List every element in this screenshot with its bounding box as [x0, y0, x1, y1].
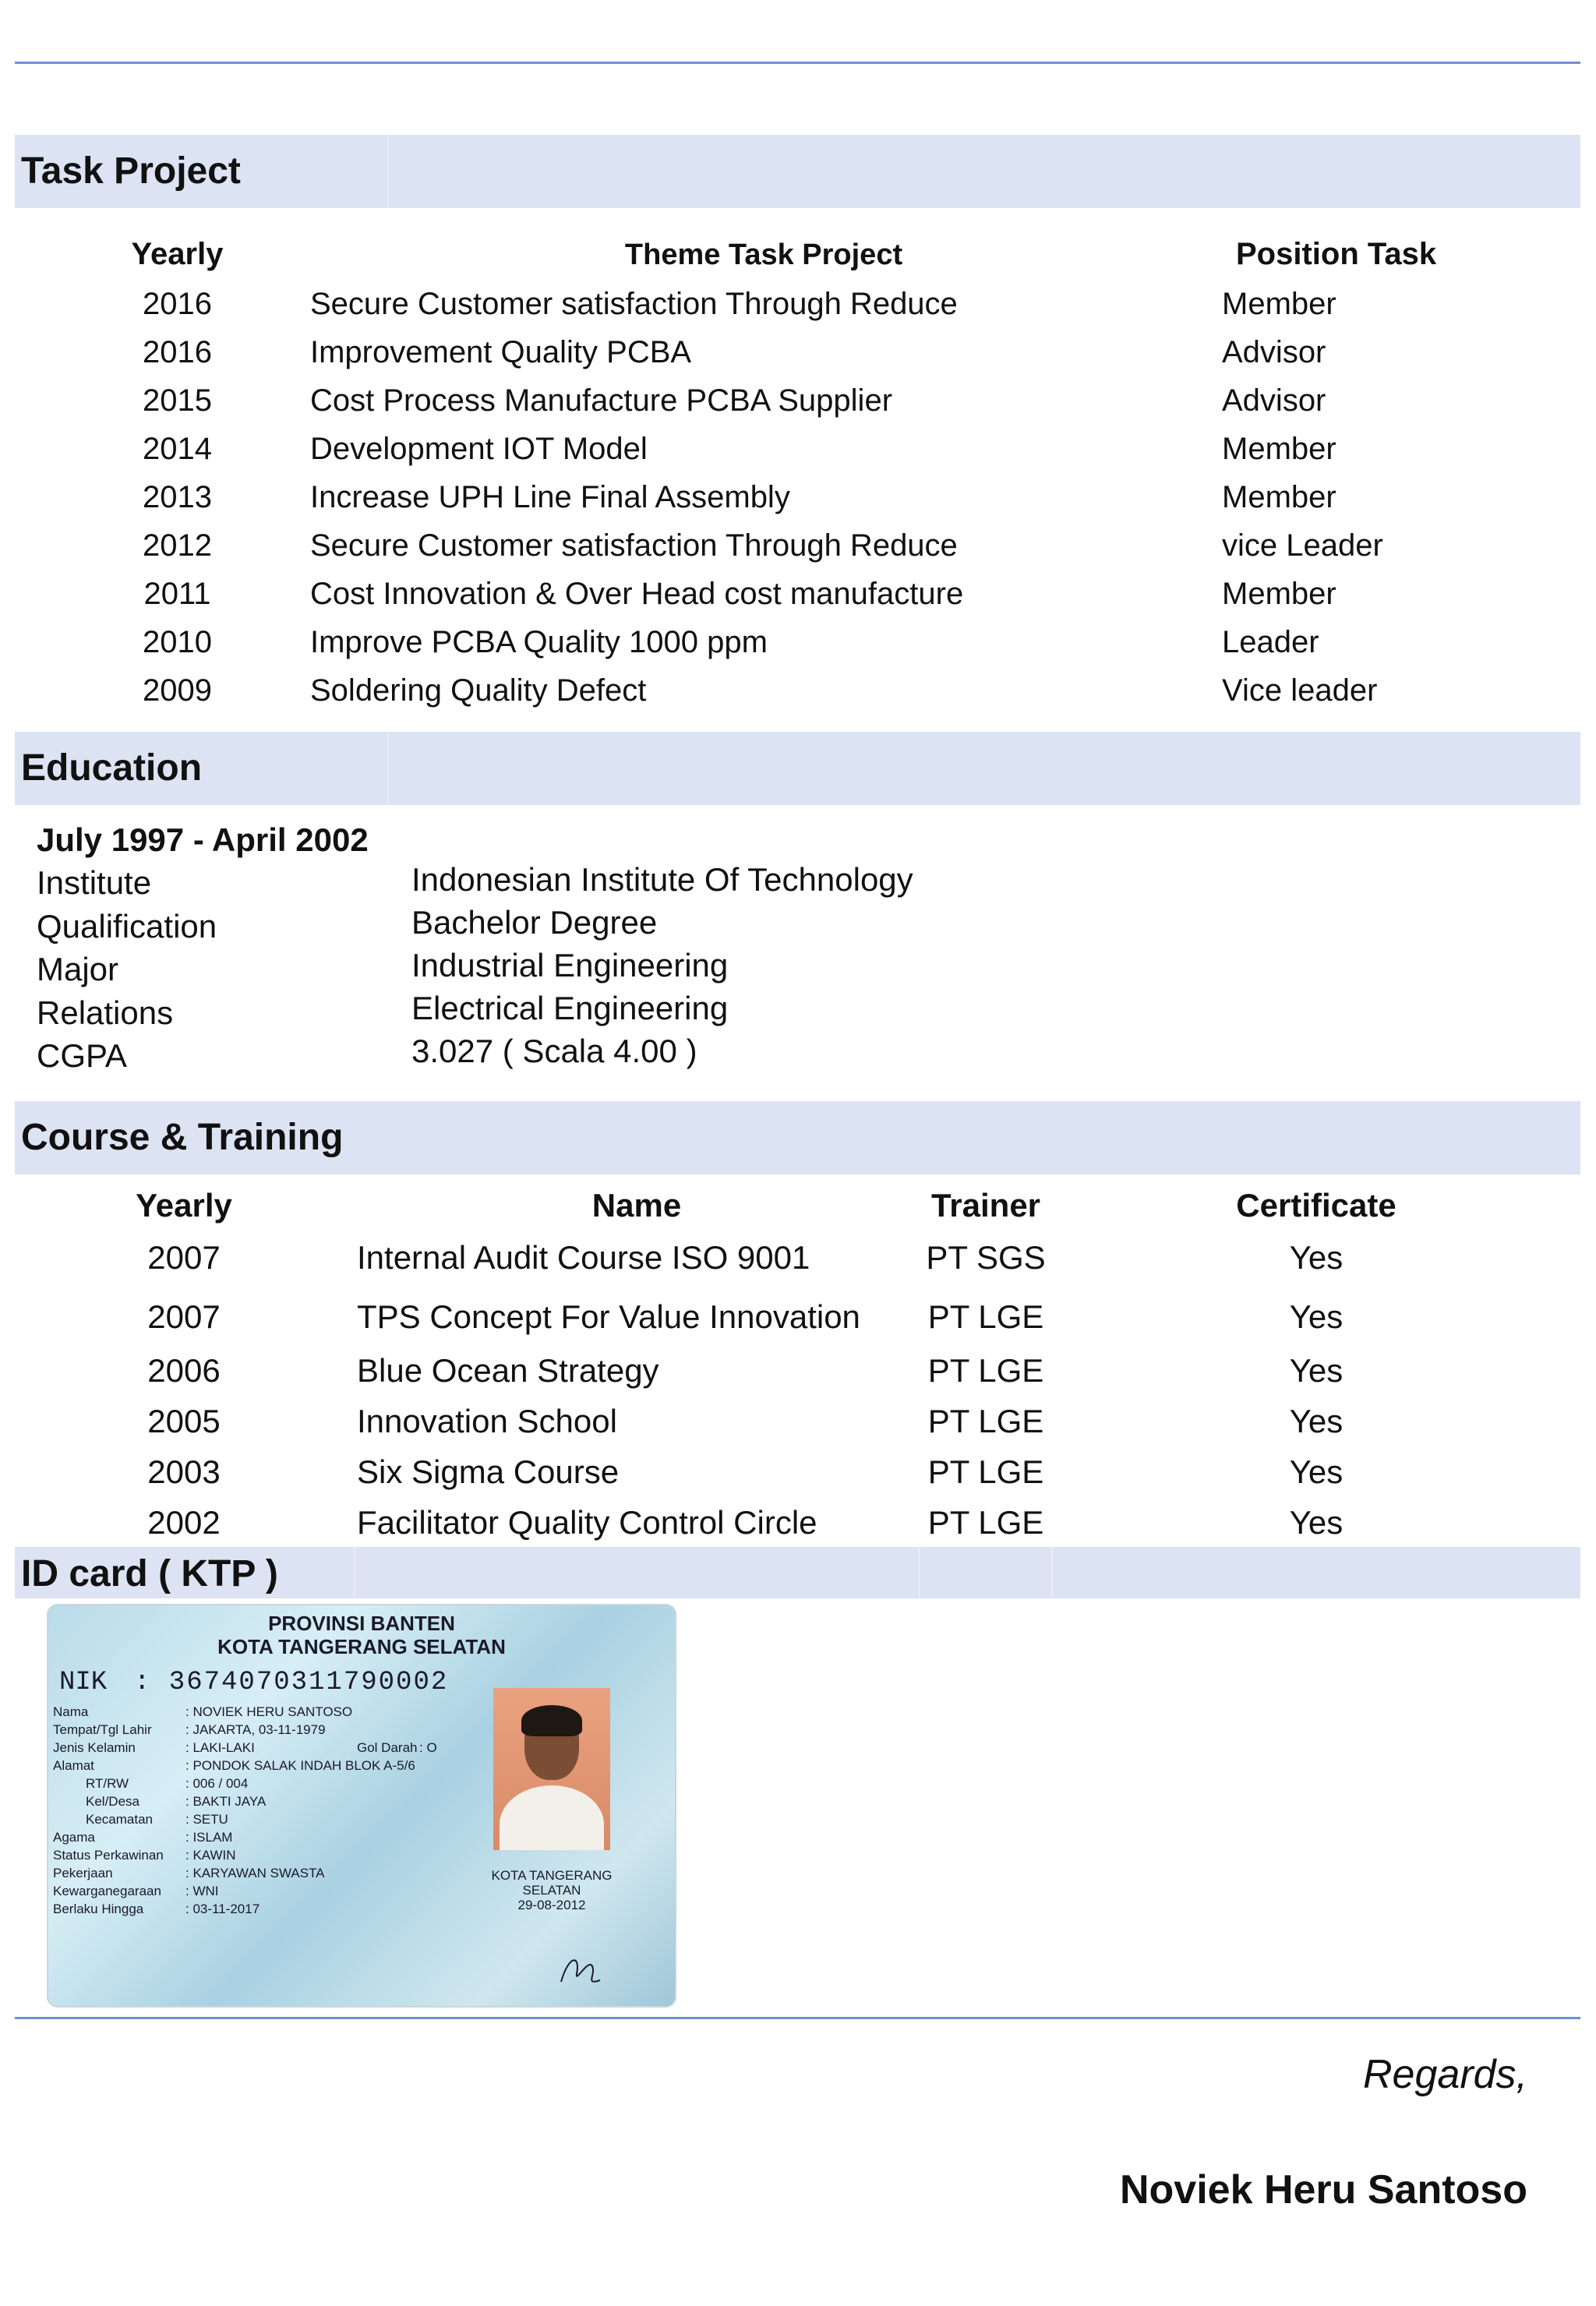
- education-label: Major: [37, 951, 119, 987]
- id-card-field-label: Status Perkawinan: [53, 1848, 164, 1863]
- id-card-field-value: : 006 / 004: [185, 1776, 249, 1791]
- id-card-field-label: Kel/Desa: [86, 1794, 139, 1809]
- course-trainer: PT LGE: [927, 1504, 1044, 1541]
- course-trainer: PT LGE: [927, 1453, 1044, 1490]
- task-year: 2015: [143, 383, 212, 418]
- task-project-header-band: [15, 135, 1580, 208]
- task-year: 2009: [143, 673, 212, 708]
- task-year: 2016: [143, 335, 212, 369]
- task-col-yearly: Yearly: [131, 237, 224, 271]
- id-card-field-label: Nama: [53, 1704, 89, 1719]
- id-card-blood-label: Gol Darah: [357, 1740, 418, 1755]
- task-theme: Secure Customer satisfaction Through Reduce: [310, 287, 958, 321]
- course-year: 2006: [147, 1352, 221, 1389]
- course-name: Facilitator Quality Control Circle: [357, 1504, 817, 1541]
- id-card-issue-date: 29-08-2012: [517, 1898, 586, 1912]
- task-theme: Improvement Quality PCBA: [310, 335, 692, 369]
- course-trainer: PT LGE: [927, 1352, 1044, 1389]
- id-card-field-value: : PONDOK SALAK INDAH BLOK A-5/6: [185, 1758, 415, 1773]
- id-card-issue-place: KOTA TANGERANG: [491, 1868, 613, 1883]
- id-card-field-value: : KARYAWAN SWASTA: [185, 1866, 325, 1880]
- task-theme: Cost Innovation & Over Head cost manufacture: [310, 577, 964, 611]
- id-card-field-value: : ISLAM: [185, 1830, 233, 1845]
- course-year: 2005: [147, 1403, 221, 1439]
- task-position: Vice leader: [1222, 673, 1378, 708]
- task-position: Leader: [1222, 625, 1319, 659]
- education-label: Qualification: [37, 908, 217, 945]
- education-label: Relations: [37, 994, 174, 1031]
- band-divider: [1051, 1547, 1053, 1598]
- id-card-field-value: : NOVIEK HERU SANTOSO: [185, 1704, 353, 1719]
- id-card-issue-place-2: SELATAN: [522, 1883, 581, 1898]
- id-card-field-label: Alamat: [53, 1758, 94, 1773]
- course-year: 2007: [147, 1298, 221, 1335]
- course-certificate: Yes: [1289, 1504, 1344, 1541]
- bottom-divider: [15, 2017, 1580, 2019]
- task-year: 2014: [143, 432, 212, 466]
- top-divider: [15, 62, 1580, 64]
- id-card-field-label: RT/RW: [86, 1776, 129, 1791]
- band-divider: [387, 135, 389, 208]
- task-position: Advisor: [1222, 383, 1326, 418]
- id-card-field-label: Berlaku Hingga: [53, 1902, 144, 1916]
- course-col-yearly: Yearly: [136, 1187, 232, 1224]
- course-col-trainer: Trainer: [930, 1187, 1041, 1224]
- course-trainer: PT SGS: [926, 1239, 1046, 1276]
- band-divider: [354, 1547, 355, 1598]
- id-card-field-label: Tempat/Tgl Lahir: [53, 1722, 152, 1737]
- id-card-field-value: : WNI: [185, 1884, 219, 1898]
- course-year: 2007: [147, 1239, 221, 1276]
- education-value: Electrical Engineering: [411, 990, 729, 1026]
- id-card-photo: [493, 1688, 610, 1850]
- course-certificate: Yes: [1289, 1298, 1344, 1335]
- id-card-title: ID card ( KTP ): [21, 1553, 278, 1594]
- id-card-field-label: Kecamatan: [86, 1812, 153, 1827]
- id-card-nik-label: NIK: [59, 1668, 108, 1697]
- education-label: Institute: [37, 864, 152, 901]
- task-theme: Increase UPH Line Final Assembly: [310, 480, 790, 514]
- id-card-signature: [553, 1951, 608, 1990]
- task-year: 2011: [143, 577, 211, 611]
- education-value: 3.027 ( Scala 4.00 ): [411, 1033, 697, 1069]
- task-project-title: Task Project: [21, 150, 241, 192]
- course-name: TPS Concept For Value Innovation: [357, 1298, 860, 1335]
- education-value: Indonesian Institute Of Technology: [411, 861, 913, 898]
- course-name: Six Sigma Course: [357, 1453, 620, 1490]
- task-col-theme: Theme Task Project: [624, 238, 903, 271]
- task-year: 2016: [143, 287, 212, 321]
- task-position: Member: [1222, 577, 1336, 611]
- course-title: Course & Training: [21, 1117, 344, 1158]
- course-col-certificate: Certificate: [1236, 1187, 1396, 1224]
- course-trainer: PT LGE: [927, 1298, 1044, 1335]
- course-year: 2003: [147, 1453, 221, 1490]
- id-card-image: [47, 1604, 676, 2008]
- task-theme: Soldering Quality Defect: [310, 673, 647, 708]
- course-year: 2002: [147, 1504, 221, 1541]
- id-card-field-value: : BAKTI JAYA: [185, 1794, 267, 1809]
- task-year: 2013: [143, 480, 212, 514]
- id-card-nik: : 3674070311790002: [134, 1668, 449, 1697]
- id-card-field-label: Agama: [53, 1830, 95, 1845]
- signature-name: Noviek Heru Santoso: [1119, 2167, 1527, 2212]
- task-year: 2012: [143, 528, 212, 563]
- band-divider: [387, 732, 389, 805]
- course-certificate: Yes: [1289, 1453, 1344, 1490]
- course-certificate: Yes: [1289, 1239, 1344, 1276]
- band-divider: [919, 1547, 920, 1598]
- id-card-field-value: : LAKI-LAKI: [185, 1740, 255, 1755]
- task-theme: Improve PCBA Quality 1000 ppm: [310, 625, 768, 659]
- id-card-blood-value: : O: [419, 1740, 437, 1755]
- education-period: July 1997 - April 2002: [37, 821, 369, 858]
- task-theme: Cost Process Manufacture PCBA Supplier: [310, 383, 893, 418]
- education-header-band: [15, 732, 1580, 805]
- education-value: Industrial Engineering: [411, 947, 729, 983]
- closing-regards: Regards,: [1363, 2052, 1527, 2097]
- education-title: Education: [21, 747, 203, 789]
- course-name: Innovation School: [357, 1403, 617, 1439]
- task-position: Member: [1222, 287, 1336, 321]
- course-col-name: Name: [591, 1187, 682, 1224]
- id-card-field-value: : 03-11-2017: [185, 1902, 260, 1916]
- id-card-field-label: Pekerjaan: [53, 1866, 113, 1880]
- task-year: 2010: [143, 625, 212, 659]
- task-theme: Development IOT Model: [310, 432, 648, 466]
- task-position: Member: [1222, 480, 1336, 514]
- task-position: vice Leader: [1222, 528, 1383, 563]
- course-name: Internal Audit Course ISO 9001: [357, 1239, 810, 1276]
- education-label: CGPA: [37, 1037, 127, 1074]
- course-name: Blue Ocean Strategy: [357, 1352, 659, 1389]
- id-card-field-label: Kewarganegaraan: [53, 1884, 161, 1898]
- id-card-province: PROVINSI BANTEN: [268, 1612, 455, 1635]
- course-trainer: PT LGE: [927, 1403, 1044, 1439]
- id-card-field-value: : KAWIN: [185, 1848, 236, 1863]
- course-certificate: Yes: [1289, 1352, 1344, 1389]
- id-card-field-label: Jenis Kelamin: [53, 1740, 136, 1755]
- id-card-field-value: : SETU: [185, 1812, 228, 1827]
- task-col-position: Position Task: [1236, 237, 1437, 271]
- task-position: Member: [1222, 432, 1336, 466]
- id-card-field-value: : JAKARTA, 03-11-1979: [185, 1722, 326, 1737]
- task-position: Advisor: [1222, 335, 1326, 369]
- education-value: Bachelor Degree: [411, 904, 658, 941]
- course-certificate: Yes: [1289, 1403, 1344, 1439]
- task-theme: Secure Customer satisfaction Through Reduce: [310, 528, 958, 563]
- id-card-city: KOTA TANGERANG SELATAN: [217, 1635, 506, 1658]
